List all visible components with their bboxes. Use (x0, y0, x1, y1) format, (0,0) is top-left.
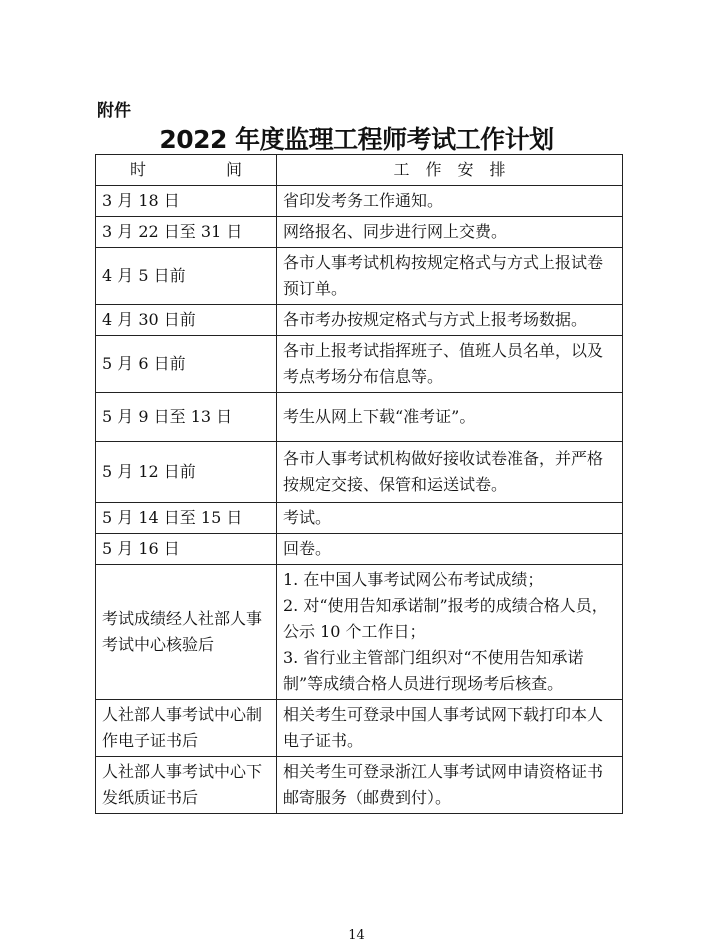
row-time: 5 月 12 日前 (96, 442, 277, 503)
row-task: 各市人事考试机构按规定格式与方式上报试卷预订单。 (277, 248, 623, 305)
page-number: 14 (348, 928, 365, 943)
row-time: 5 月 6 日前 (96, 336, 277, 393)
row-time: 5 月 14 日至 15 日 (96, 503, 277, 534)
row-task: 相关考生可登录中国人事考试网下载打印本人电子证书。 (277, 700, 623, 757)
row-time: 4 月 5 日前 (96, 248, 277, 305)
table-row (96, 336, 623, 393)
table-header-row (96, 155, 623, 186)
row-time: 人社部人事考试中心下发纸质证书后 (96, 757, 277, 814)
schedule-table (95, 154, 623, 814)
row-task: 相关考生可登录浙江人事考试网申请资格证书邮寄服务（邮费到付）。 (277, 757, 623, 814)
row-task: 网络报名、同步进行网上交费。 (277, 217, 623, 248)
row-task: 各市人事考试机构做好接收试卷准备，并严格按规定交接、保管和运送试卷。 (277, 442, 623, 503)
attachment-label: 附件 (97, 101, 131, 121)
list-item: 2. 对“使用告知承诺制”报考的成绩合格人员，公示 10 个工作日； (283, 596, 608, 641)
row-task: 回卷。 (277, 534, 623, 565)
table-row (96, 534, 623, 565)
table-row (96, 757, 623, 814)
table-row (96, 700, 623, 757)
header-task: 工 作 安 排 (277, 155, 623, 186)
row-task: 省印发考务工作通知。 (277, 186, 623, 217)
table-row (96, 248, 623, 305)
table-row (96, 393, 623, 442)
row-time: 考试成绩经人社部人事考试中心核验后 (96, 565, 277, 700)
row-time: 3 月 22 日至 31 日 (96, 217, 277, 248)
row-task-list (277, 565, 623, 700)
row-task: 各市上报考试指挥班子、值班人员名单，以及考点考场分布信息等。 (277, 336, 623, 393)
row-time: 5 月 16 日 (96, 534, 277, 565)
row-task: 考试。 (277, 503, 623, 534)
table-row (96, 305, 623, 336)
table-row (96, 565, 623, 700)
row-time: 3 月 18 日 (96, 186, 277, 217)
table-row (96, 186, 623, 217)
list-item: 1. 在中国人事考试网公布考试成绩； (283, 570, 544, 589)
row-time: 5 月 9 日至 13 日 (96, 393, 277, 442)
row-time: 人社部人事考试中心制作电子证书后 (96, 700, 277, 757)
document-title: 2022 年度监理工程师考试工作计划 (159, 125, 554, 154)
header-time: 时 间 (96, 155, 277, 186)
row-task: 各市考办按规定格式与方式上报考场数据。 (277, 305, 623, 336)
table-row (96, 442, 623, 503)
row-task: 考生从网上下载“准考证”。 (277, 393, 623, 442)
table-row (96, 217, 623, 248)
table-row (96, 503, 623, 534)
list-item: 3. 省行业主管部门组织对“不使用告知承诺制”等成绩合格人员进行现场考后核查。 (283, 648, 584, 693)
row-time: 4 月 30 日前 (96, 305, 277, 336)
